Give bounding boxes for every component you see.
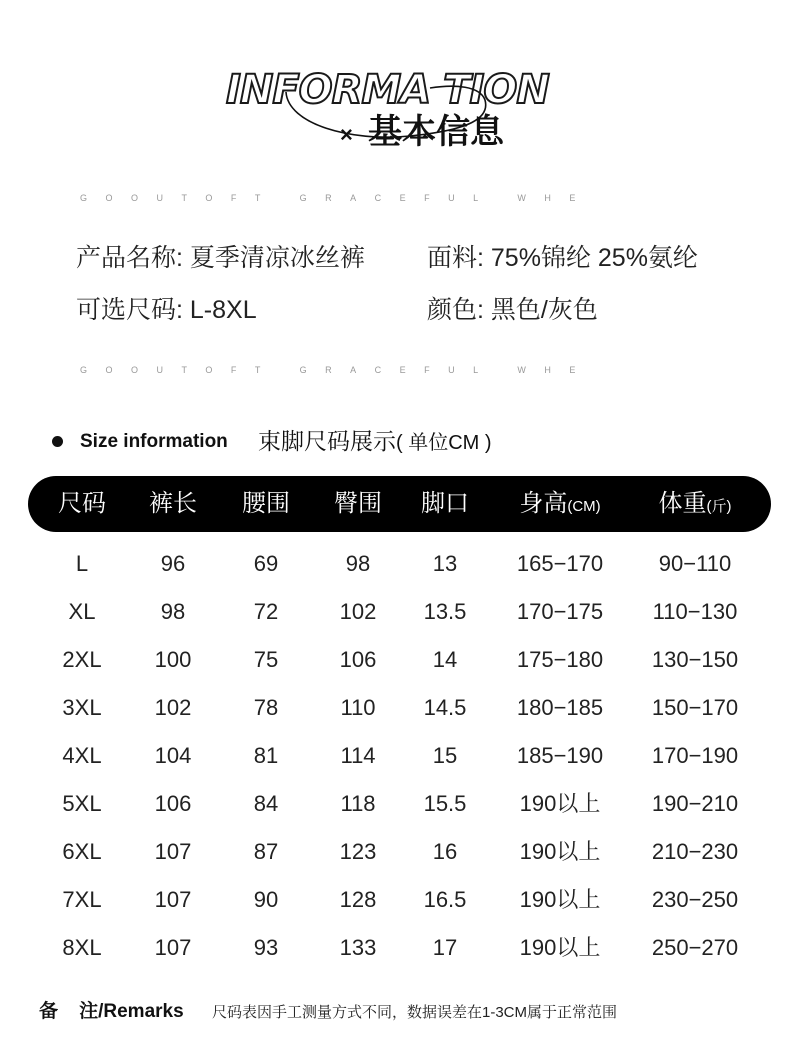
header-size-label: 尺码 [58, 490, 106, 517]
table-cell: 165−170 [516, 551, 604, 576]
table-cell: 87 [253, 839, 279, 864]
table-cell: XL [68, 599, 96, 624]
header-height-label: 身高 [519, 490, 568, 517]
table-cell: 175−180 [516, 647, 604, 672]
table-cell: 81 [253, 743, 279, 768]
table-cell: 190以上 [519, 887, 601, 912]
table-cell: 230−250 [651, 887, 739, 912]
product-name-label: 产品名称: [76, 244, 183, 272]
table-cell: 123 [339, 839, 377, 864]
color-label: 颜色: [427, 296, 484, 324]
table-cell: 107 [154, 887, 192, 912]
table-cell: 72 [253, 599, 279, 624]
table-cell: 15.5 [423, 791, 467, 816]
table-cell: 93 [253, 935, 279, 960]
header-weight-label: 体重 [658, 490, 707, 517]
header-title-en: INFORMA TION [226, 67, 549, 113]
table-cell: 13.5 [423, 599, 467, 624]
table-cell: 16.5 [423, 887, 467, 912]
table-cell: 250−270 [651, 935, 739, 960]
header-length-label: 裤长 [149, 490, 197, 517]
section-title-en: Size information [80, 431, 228, 452]
table-cell: 90−110 [658, 551, 732, 576]
section-title-cn-text: 束脚尺码展示 [258, 428, 396, 454]
table-cell: 110−130 [652, 599, 738, 624]
header-weight [659, 476, 732, 532]
table-cell: 102 [339, 599, 377, 624]
header-waist-label: 腰围 [242, 490, 290, 517]
table-cell: 69 [253, 551, 279, 576]
table-cell: 128 [339, 887, 377, 912]
header-height [519, 476, 600, 532]
table-cell: 78 [253, 695, 279, 720]
size-range-value: L-8XL [189, 296, 257, 324]
section-title-cn [258, 425, 492, 459]
table-cell: 16 [432, 839, 458, 864]
product-name-value: 夏季清凉冰丝裤 [189, 244, 365, 272]
color-value: 黑色/灰色 [490, 296, 598, 324]
table-cell: 5XL [62, 791, 102, 816]
header-hip [334, 476, 382, 532]
table-cell: 114 [340, 743, 376, 768]
decor-spaced-text: GOOUTOFT GRACEFUL WHE [80, 193, 594, 203]
table-cell: 170−175 [516, 599, 604, 624]
table-cell: 8XL [62, 935, 102, 960]
header-weight-unit: (斤) [706, 498, 732, 515]
table-cell: 15 [432, 743, 458, 768]
table-cell: 107 [154, 839, 192, 864]
table-cell: 90 [253, 887, 279, 912]
header-size [58, 476, 106, 532]
table-cell: 185−190 [516, 743, 604, 768]
remarks-label: 备 注/Remarks [39, 1001, 184, 1022]
table-cell: 75 [253, 647, 279, 672]
header-x-mark: × [340, 122, 353, 147]
table-cell: 98 [345, 551, 371, 576]
header-title-cn: 基本信息 [368, 113, 504, 151]
header-cuff [421, 476, 469, 532]
table-cell: 6XL [62, 839, 102, 864]
remarks-text: 尺码表因手工测量方式不同，数据误差在1-3CM属于正常范围 [212, 1004, 618, 1021]
fabric-value: 75%锦纶 25%氨纶 [490, 244, 698, 272]
table-cell: 190以上 [519, 791, 601, 816]
fabric-label: 面料: [427, 244, 484, 272]
table-cell: 190−210 [651, 791, 739, 816]
table-cell: 210−230 [651, 839, 739, 864]
table-cell: 102 [154, 695, 192, 720]
color-row [427, 293, 598, 327]
table-cell: 106 [339, 647, 377, 672]
table-cell: 180−185 [516, 695, 604, 720]
header-height-unit: (CM) [567, 498, 601, 515]
bullet-dot-icon [52, 436, 63, 447]
size-table-header [28, 476, 771, 532]
table-cell: L [75, 551, 89, 576]
table-cell: 133 [339, 935, 377, 960]
header-cuff-label: 脚口 [421, 490, 469, 517]
table-cell: 7XL [62, 887, 102, 912]
section-unit: ( 单位CM ) [396, 432, 492, 454]
table-cell: 3XL [62, 695, 102, 720]
table-cell: 13 [432, 551, 458, 576]
header-length [149, 476, 197, 532]
table-cell: 150−170 [651, 695, 739, 720]
table-cell: 106 [154, 791, 192, 816]
table-cell: 100 [154, 647, 192, 672]
table-cell: 110 [340, 695, 376, 720]
table-cell: 14.5 [423, 695, 467, 720]
header-waist [242, 476, 290, 532]
header-hip-label: 臀围 [334, 490, 382, 517]
table-cell: 190以上 [519, 839, 601, 864]
table-cell: 84 [253, 791, 279, 816]
table-cell: 107 [154, 935, 192, 960]
table-cell: 14 [432, 647, 458, 672]
table-cell: 104 [154, 743, 192, 768]
table-cell: 96 [160, 551, 186, 576]
decor-spaced-text: GOOUTOFT GRACEFUL WHE [80, 365, 594, 375]
table-cell: 98 [160, 599, 186, 624]
table-cell: 17 [432, 935, 458, 960]
fabric-row [427, 241, 698, 275]
table-cell: 118 [340, 791, 376, 816]
table-cell: 170−190 [651, 743, 739, 768]
size-range-row [76, 293, 257, 327]
table-cell: 2XL [62, 647, 102, 672]
size-range-label: 可选尺码: [76, 296, 183, 324]
table-cell: 130−150 [651, 647, 739, 672]
product-name-row [76, 241, 365, 275]
table-cell: 4XL [62, 743, 102, 768]
table-cell: 190以上 [519, 935, 601, 960]
